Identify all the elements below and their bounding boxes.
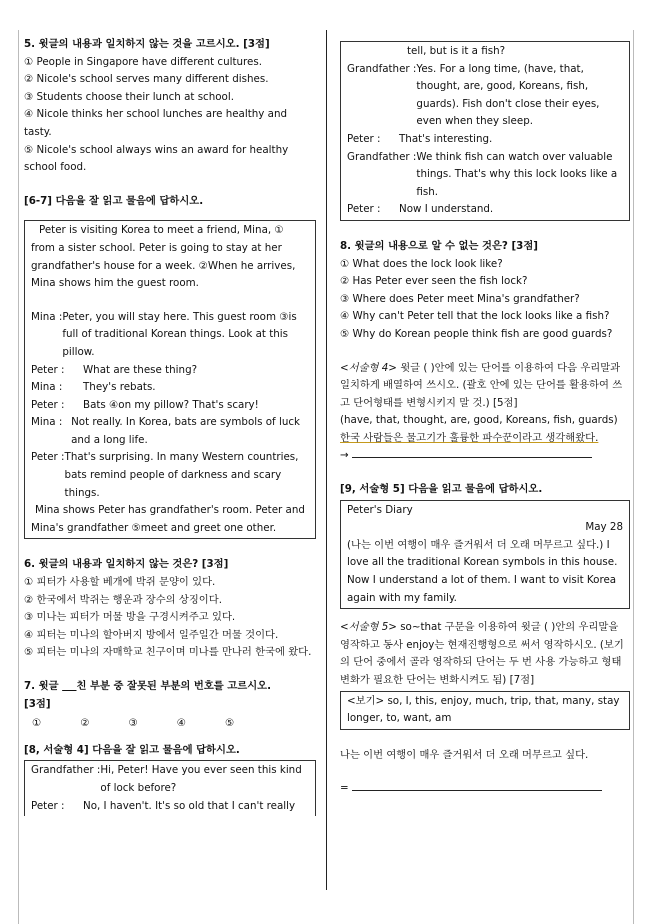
dialogue-line: tell, but is it a fish? (407, 45, 506, 57)
sq4-answer-row[interactable]: → (340, 447, 630, 465)
q8-option-5[interactable]: ⑤ Why do Korean people think fish are good guards? (340, 327, 613, 340)
q7-choice-1[interactable]: ① (32, 717, 42, 730)
dialogue-line: Mina : They's rebats. (31, 381, 156, 394)
q9-diary-box (340, 500, 630, 610)
q6-title: 6. 윗글의 내용과 일치하지 않는 것은? [3점] (24, 558, 229, 571)
dialogue-line: Peter : That's interesting. (347, 132, 493, 145)
q8-passage-box-right (340, 41, 630, 221)
sq5-bogi-box (340, 691, 630, 730)
sq4-korean: 한국 사람들은 물고기가 훌륭한 파수꾼이라고 생각해왔다. (340, 431, 599, 444)
q7-choices (24, 715, 316, 733)
q8-option-2[interactable]: ② Has Peter ever seen the fish lock? (340, 275, 528, 288)
q5-title: 5. 윗글의 내용과 일치하지 않는 것을 고르시오. [3점] (24, 38, 270, 50)
page-border-left (18, 30, 19, 924)
sq4-answer-line[interactable] (352, 447, 592, 458)
q6-option-5[interactable]: ⑤ 피터는 미나의 자매학교 친구이며 미나를 만나러 한국에 왔다. (24, 646, 312, 659)
dialogue-line: Grandfather : We think fish can watch over valuable things. That's why this lock looks like a fish. (347, 150, 618, 198)
diary-date: May 28 (585, 521, 623, 534)
q8-option-4[interactable]: ④ Why can't Peter tell that the lock looks like a fish? (340, 310, 610, 323)
sq5-instruction: <서술형 5> so~that 구문을 이용하여 윗글 ( )안의 우리말을 영작하고 동사 enjoy는 현재진행형으로 써서 영작하시오. (보기의 단어 중에서 골라 영작하되 단어는 두 번 사용 가능하고 형태변화가 필요한 단어는 변화시켜도 됨) [7점] (340, 621, 624, 686)
passage-intro: Peter is visiting Korea to meet a friend, Mina, ① from a sister school. Peter is going to stay at her grandfather's house for a week. ②When he arrives, Mina shows him the guest room. (31, 224, 296, 290)
q5-option-5[interactable]: ⑤ Nicole's school always wins an award for healthy school food. (24, 143, 289, 174)
q7-choice-3[interactable]: ③ (128, 717, 138, 730)
dialogue-line: Mina : Not really. In Korea, bats are symbols of luck and a long life. (31, 416, 300, 446)
q7-score: [3점] (24, 697, 51, 710)
q6-option-4[interactable]: ④ 피터는 미나의 할아버지 방에서 일주일간 머물 것이다. (24, 628, 279, 641)
q7-choice-4[interactable]: ④ (176, 717, 186, 730)
q5-option-2[interactable]: ② Nicole's school serves many different dishes. (24, 73, 269, 86)
dialogue-line: Peter : That's surprising. In many Western countries, bats remind people of darkness and scary things. (31, 451, 299, 499)
q6-option-1[interactable]: ① 피터가 사용할 베개에 박쥐 문양이 있다. (24, 576, 216, 589)
diary-title: Peter's Diary (347, 503, 413, 516)
q5-option-1[interactable]: ① People in Singapore have different cultures. (24, 55, 262, 68)
q8-passage-box-left (24, 760, 316, 816)
q6-option-3[interactable]: ③ 미나는 피터가 머물 방을 구경시켜주고 있다. (24, 611, 236, 624)
column-divider (326, 30, 327, 890)
dialogue-line: Grandfather : Hi, Peter! Have you ever seen this kind of lock before? (31, 764, 302, 794)
dialogue-line: Grandfather : Yes. For a long time, (have, that, thought, are, good, Koreans, fish, guards). Fish don't close their eyes, even when they sleep. (347, 62, 600, 128)
dialogue-line: Peter : Bats ④on my pillow? That's scary! (31, 398, 259, 411)
q7-choice-5[interactable]: ⑤ (224, 717, 235, 730)
q6-option-2[interactable]: ② 한국에서 박쥐는 행운과 장수의 상징이다. (24, 593, 222, 606)
dialogue-line: Mina : Peter, you will stay here. This guest room ③is full of traditional Korean things. Look at this pillow. (31, 310, 297, 358)
sq4-words: (have, that, thought, are, good, Koreans, fish, guards) (340, 414, 618, 427)
q67-title: [6-7] 다음을 잘 읽고 물음에 답하시오. (24, 194, 204, 207)
q8-option-1[interactable]: ① What does the lock look like? (340, 257, 503, 270)
q9-title: [9, 서술형 5] 다음을 읽고 물음에 답하시오. (340, 483, 543, 496)
q67-passage-box (24, 220, 316, 539)
q8-title: [8, 서술형 4] 다음을 잘 읽고 물음에 답하시오. (24, 743, 240, 756)
bogi-words: <보기> so, I, this, enjoy, much, trip, that, many, stay longer, to, want, am (347, 694, 620, 725)
q5-option-4[interactable]: ④ Nicole thinks her school lunches are healthy and tasty. (24, 108, 288, 138)
q8-option-3[interactable]: ③ Where does Peter meet Mina's grandfather? (340, 292, 580, 305)
right-column (340, 40, 630, 798)
sq4-instruction: <서술형 4> 윗글 ( )안에 있는 단어를 이용하여 다음 우리말과 일치하게 배열하여 쓰시오. (괄호 안에 있는 단어를 활용하여 쓰고 단어형태를 변형시키지 말 것.) [5점] (340, 361, 623, 409)
sq5-answer-line[interactable] (352, 780, 602, 791)
dialogue-line: Peter : What are these thing? (31, 363, 198, 376)
q8-question: 8. 윗글의 내용으로 알 수 없는 것은? [3점] (340, 239, 538, 252)
q7-title: 7. 윗글 친 부분 중 잘못된 부분의 번호를 고르시오. (24, 680, 271, 692)
diary-text: (나는 이번 여행이 매우 즐거워서 더 오래 머무르고 싶다.) I love all the traditional Korean symbols in this house. Now I understand a lot of them. I want to visit Korea again with my family. (347, 538, 618, 604)
dialogue-line: Peter : No, I haven't. It's so old that I can't really (31, 799, 296, 812)
sq5-answer-row[interactable]: = (340, 780, 630, 798)
passage-end: Mina shows Peter has grandfather's room. Peter and Mina's grandfather ⑤meet and greet one other. (31, 504, 305, 534)
q7-choice-2[interactable]: ② (80, 717, 90, 730)
sq5-korean: 나는 이번 여행이 매우 즐거워서 더 오래 머무르고 싶다. (340, 748, 589, 761)
page-border-right (633, 30, 634, 924)
q5-option-3[interactable]: ③ Students choose their lunch at school. (24, 90, 234, 103)
left-column (24, 36, 316, 817)
dialogue-line: Peter : Now I understand. (347, 203, 494, 216)
